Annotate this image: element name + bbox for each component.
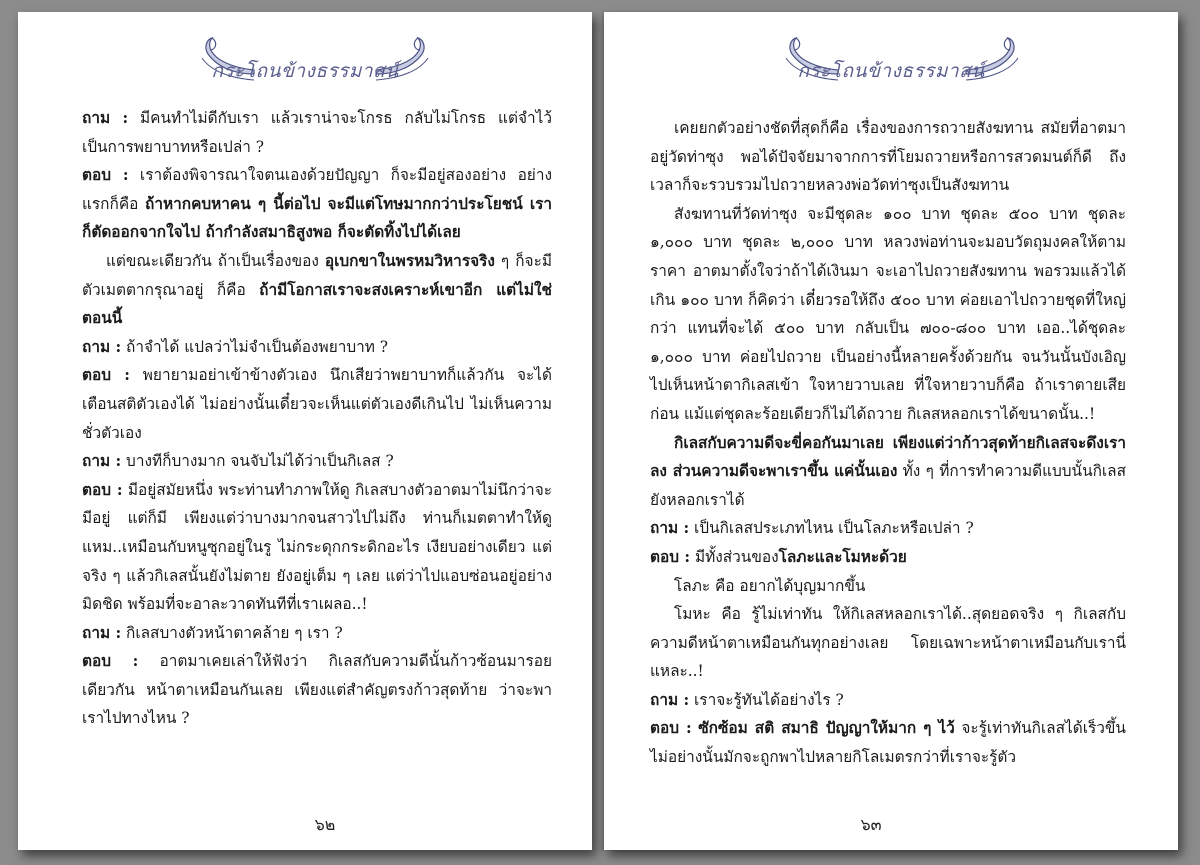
paragraph: โลภะ คือ อยากได้บุญมากขึ้น [674, 576, 866, 595]
running-title: กระโถนข้างธรรมาสน์ [797, 60, 985, 82]
running-title: กระโถนข้างธรรมาสน์ [211, 60, 399, 82]
paragraph: ถาม : เราจะรู้ทันได้อย่างไร ? [650, 690, 844, 709]
paragraph: ถาม : บางทีก็บางมาก จนจับไม่ได้ว่าเป็นกิเลส ? [82, 452, 394, 471]
paragraph: เคยยกตัวอย่างชัดที่สุดก็คือ เรื่องของการถวายสังฆทาน สมัยที่อาตมาอยู่วัดท่าซุง พอได้ปัจจัยมาจากการที่โยมถวายหรือการสวดมนต์ก็ดี ถึงเวลาก็จะรวบรวมไปถวายหลวงพ่อวัดท่าซุงเป็นสังฆทาน [650, 119, 1126, 195]
paragraph: ถาม : ถ้าจำได้ แปลว่าไม่จำเป็นต้องพยาบาท ? [82, 337, 389, 356]
page-header [18, 34, 592, 90]
paragraph: สังฆทานที่วัดท่าซุง จะมีชุดละ ๑๐๐ บาท ชุดละ ๕๐๐ บาท ชุดละ ๑,๐๐๐ บาท ชุดละ ๒,๐๐๐ บาท หลวงพ่อท่านจะมอบวัตถุมงคลให้ตามราคา อาตมาตั้งใจว่าถ้าได้เงินมา จะเอาไปถวายสังฆทาน พอรวมแล้วได้เกิน ๑๐๐ บาท ก็คิดว่า เดี๋ยวรอให้ถึง ๕๐๐ บาท ค่อยเอาไปถวายชุดที่ใหญ่กว่า แทนที่จะได้ ๕๐๐ บาท กลับเป็น ๗๐๐-๘๐๐ บาท เออ..ได้ชุดละ ๑,๐๐๐ บาท ค่อยไปถวาย เป็นอย่างนี้หลายครั้งด้วยกัน จนวันนั้นบังเอิญไปเห็นหน้าตากิเลสเข้า ใจหายวาบเลย ที่ใจหายวาบก็คือ ถ้าเราตายเสียก่อน แม้แต่ชุดละร้อยเดียวก็ไม่ได้ถวาย กิเลสหลอกเราได้ขนาดนั้น..! [650, 204, 1126, 423]
left-page [18, 12, 592, 850]
paragraph: ถาม : มีคนทำไม่ดีกับเรา แล้วเราน่าจะโกรธ กลับไม่โกรธ แต่จำไว้ เป็นการพยาบาทหรือเปล่า ? [82, 109, 552, 156]
right-page [604, 12, 1178, 850]
paragraph: ถาม : กิเลสบางตัวหน้าตาคล้าย ๆ เรา ? [82, 623, 343, 642]
page-number: ๖๒ [314, 815, 336, 834]
paragraph: โมหะ คือ รู้ไม่เท่าทัน ให้กิเลสหลอกเราได้..สุดยอดจริง ๆ กิเลสกับความดีหน้าตาเหมือนกันทุกอย่างเลย โดยเฉพาะหน้าตาเหมือนกับเรานี่แหละ..! [650, 605, 1126, 681]
paragraph: ตอบ : มีอยู่สมัยหนึ่ง พระท่านทำภาพให้ดู กิเลสบางตัวอาตมาไม่นึกว่าจะมีอยู่ แต่ก็มี เพียงแต่ว่าบางมากจนสาวไปไม่ถึง ท่านก็เมตตาทำให้ดู แหม..เหมือนกับหนูซุกอยู่ในรู ไม่กระดุกกระดิกอะไร เงียบอย่างเดียว แต่จริง ๆ แล้วกิเลสนั้นยังไม่ตาย ยังอยู่เต็ม ๆ เลย แต่ว่าไปแอบซ่อนอยู่อย่างมิดชิด พร้อมที่จะอาละวาดทันทีที่เราเผลอ..! [82, 480, 552, 614]
paragraph: ตอบ : มีทั้งส่วนของโลภะและโมหะด้วย [650, 547, 907, 566]
page-number: ๖๓ [860, 815, 882, 834]
paragraph: ถาม : เป็นกิเลสประเภทไหน เป็นโลภะหรือเปล่า ? [650, 519, 974, 538]
paragraph: กิเลสกับความดีจะขี่คอกันมาเลย เพียงแต่ว่าก้าวสุดท้ายกิเลสจะดึงเราลง ส่วนความดีจะพาเราขึ้น แค่นั้นเอง ทั้ง ๆ ที่การทำความดีแบบนั้นกิเลสยังหลอกเราได้ [650, 433, 1126, 509]
page-header [604, 34, 1178, 90]
paragraph: ตอบ : พยายามอย่าเข้าข้างตัวเอง นึกเสียว่าพยาบาทก็แล้วกัน จะได้เตือนสติตัวเองได้ ไม่อย่างนั้นเดี๋ยวจะเห็นแต่ตัวเองดีเกินไป ไม่เห็นความชั่วตัวเอง [82, 366, 552, 442]
paragraph: ตอบ : อาตมาเคยเล่าให้ฟังว่า กิเลสกับความดีนั้นก้าวซ้อนมารอยเดียวกัน หน้าตาเหมือนกันเลย เพียงแต่สำคัญตรงก้าวสุดท้าย ว่าจะพาเราไปทางไหน ? [82, 652, 552, 728]
paragraph: ตอบ : เราต้องพิจารณาใจตนเองด้วยปัญญา ก็จะมีอยู่สองอย่าง อย่างแรกก็คือ ถ้าหากคบหาคน ๆ นี้ต่อไป จะมีแต่โทษมากกว่าประโยชน์ เราก็ตัดออกจากใจไป ถ้ากำลังสมาธิสูงพอ ก็จะตัดทิ้งไปได้เลย [82, 166, 552, 242]
paragraph: ตอบ : ซักซ้อม สติ สมาธิ ปัญญาให้มาก ๆ ไว้ จะรู้เท่าทันกิเลสได้เร็วขึ้น ไม่อย่างนั้นมักจะถูกพาไปหลายกิโลเมตรกว่าที่เราจะรู้ตัว [650, 719, 1126, 767]
page-body [82, 104, 552, 733]
page-body [650, 114, 1126, 772]
paragraph: แต่ขณะเดียวกัน ถ้าเป็นเรื่องของ อุเบกขาในพรหมวิหารจริง ๆ ก็จะมีตัวเมตตากรุณาอยู่ ก็คือ ถ้ามีโอกาสเราจะสงเคราะห์เขาอีก แต่ไม่ใช่ตอนนี้ [82, 251, 552, 328]
